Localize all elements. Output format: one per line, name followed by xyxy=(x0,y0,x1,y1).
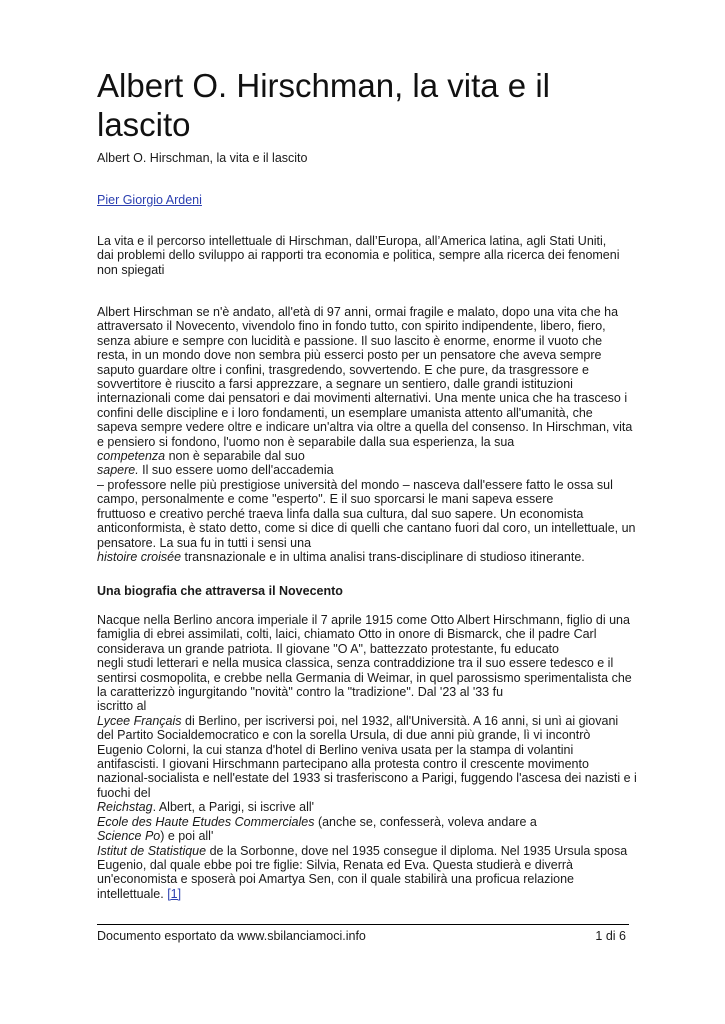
page-title: Albert O. Hirschman, la vita e il lascito xyxy=(97,67,550,143)
text-line: dai problemi dello sviluppo ai rapporti tra economia e politica, sempre alla ricerca dei fenomeni xyxy=(97,248,620,263)
text-line: Eugenio Colorni, la cui stanza d'hotel di Berlino veniva usata per la stampa di volantini xyxy=(97,742,574,757)
emphasis: Ecole des Haute Etudes Commerciales xyxy=(97,814,315,829)
text-line xyxy=(97,800,629,814)
emphasis: Lycee Français xyxy=(97,713,182,728)
emphasis: sapere. xyxy=(97,463,139,478)
text-line: iscritto al xyxy=(97,699,147,714)
text-line xyxy=(97,449,629,463)
intro-paragraph xyxy=(97,305,636,564)
text-line xyxy=(97,463,629,477)
text-line: sovvertitore è riuscito a farsi apprezzare, a segnare un sentiero, dalle grandi istituzioni xyxy=(97,377,573,392)
text-run: ) e poi all' xyxy=(160,829,214,844)
text-line: famiglia di ebrei assimilati, colti, laici, chiamato Otto in onore di Bismarck, che il padre Carl xyxy=(97,627,597,642)
section-heading: Una biografia che attraversa il Novecento xyxy=(97,584,343,598)
text-line: sapeva sempre vedere oltre e indicare un'altra via oltre a quella del consenso. In Hirschman, vita xyxy=(97,420,633,435)
text-line: senza abiure e sempre con lucidità e passione. Il suo lascito è enorme, enorme il vuoto che xyxy=(97,333,603,348)
bio-paragraph xyxy=(97,613,637,901)
emphasis: Istitut de Statistique xyxy=(97,843,207,858)
text-line: e pensiero si fondono, l'uomo non è separabile dalla sua esperienza, la sua xyxy=(97,434,515,449)
text-line: un'economista e sposerà poi Amartya Sen, con il quale stabilirà una proficua relazione xyxy=(97,872,574,887)
text-line: fruttuoso e creativo perché traeva linfa dalla sua cultura, dal suo sapere. Un economista xyxy=(97,506,584,521)
text-run: intellettuale. xyxy=(97,886,164,901)
text-line: fuochi del xyxy=(97,785,151,800)
text-line: pensatore. La sua fu in tutti i sensi una xyxy=(97,535,312,550)
footer-divider xyxy=(97,924,629,925)
text-line: del Partito Socialdemocratico e con la sorella Ursula, di due anni più grande, lì vi incontrò xyxy=(97,728,591,743)
text-line: saputo guardare oltre i confini, trasgredendo, sovvertendo. E che pure, da trasgressore e xyxy=(97,362,589,377)
text-line: Nacque nella Berlino ancora imperiale il 7 aprile 1915 come Otto Albert Hirschmann, figlio di una xyxy=(97,613,630,627)
footer-source: Documento esportato da www.sbilanciamoci.info xyxy=(97,929,366,943)
text-run: transnazionale e in ultima analisi trans-disciplinare di studioso itinerante. xyxy=(181,549,585,564)
text-line: non spiegati xyxy=(97,262,165,277)
text-line: campo, personalmente e come "esperto". E il suo sporcarsi le mani sapeva essere xyxy=(97,492,554,507)
text-line: internazionali come dai pensatori e dai movimenti alternativi. Una mente unica che ha trasceso i xyxy=(97,391,628,406)
emphasis: competenza xyxy=(97,449,166,464)
text-line xyxy=(97,815,629,829)
emphasis: histoire croisée xyxy=(97,549,182,564)
text-line: La vita e il percorso intellettuale di Hirschman, dall’Europa, all’America latina, agli Stati Uniti, xyxy=(97,234,607,248)
text-run: de la Sorbonne, dove nel 1935 consegue il diploma. Nel 1935 Ursula sposa xyxy=(206,843,628,858)
emphasis: Science Po xyxy=(97,829,161,844)
text-run: (anche se, confesserà, voleva andare a xyxy=(314,814,537,829)
text-line: la caratterizzò ingurgitando "novità" contro la "tradizione". Dal '23 al '33 fu xyxy=(97,685,504,700)
text-line: negli studi letterari e nella musica classica, senza contraddizione tra il suo essere tedesco e il xyxy=(97,656,614,671)
subtitle: Albert O. Hirschman, la vita e il lascito xyxy=(97,151,308,165)
text-line xyxy=(97,844,629,858)
text-line xyxy=(97,550,629,564)
text-line xyxy=(97,887,629,901)
text-line: Eugenio, dal quale ebbe poi tre figlie: Silvia, Renata ed Eva. Questa studierà e diverrà xyxy=(97,857,573,872)
footnote-link[interactable]: [1] xyxy=(167,886,182,901)
text-run: di Berlino, per iscriversi poi, nel 1932, all'Università. A 16 anni, si unì ai giovani xyxy=(181,713,619,728)
text-line: considerava un grande patriota. Il giovane "O A", battezzato protestante, fu educato xyxy=(97,641,559,656)
text-line: nazional-socialista e nell'estate del 1933 si trasferiscono a Parigi, fuggendo l'ascesa dei nazisti e i xyxy=(97,771,637,786)
text-line: resta, in un mondo dove non sembra più esserci posto per un pensatore che aveva sempre xyxy=(97,348,602,363)
page-number: 1 di 6 xyxy=(595,929,626,943)
text-line: antifascisti. I giovani Hirschmann partecipano alla protesta contro il crescente movimento xyxy=(97,757,589,772)
text-line: Albert Hirschman se n'è andato, all'età di 97 anni, ormai fragile e malato, dopo una vita che ha xyxy=(97,305,619,319)
lead-paragraph xyxy=(97,234,629,277)
text-run: . Albert, a Parigi, si iscrive all' xyxy=(152,800,315,815)
text-line xyxy=(97,829,629,843)
text-line: attraversato il Novecento, vivendolo fino in fondo tutto, con spirito indipendente, libero, fiero, xyxy=(97,319,606,334)
text-line: sentirsi cosmopolita, e crebbe nella Germania di Weimar, in quel parossismo sperimentalista che xyxy=(97,670,632,685)
text-line xyxy=(97,714,629,728)
emphasis: Reichstag xyxy=(97,800,153,815)
text-line: – professore nelle più prestigiose università del mondo – nasceva dall'essere fatto le ossa sul xyxy=(97,477,613,492)
text-line: anticonformista, è stato detto, come si dice di quelli che cantano fuori dal coro, un intellettuale, un xyxy=(97,521,636,536)
text-run: non è separabile dal suo xyxy=(165,449,305,464)
author-link[interactable]: Pier Giorgio Ardeni xyxy=(97,193,202,207)
text-run: Il suo essere uomo dell'accademia xyxy=(138,463,334,478)
text-line: confini delle discipline e i loro fondamenti, un esemplare umanista attento all'umanità, che xyxy=(97,405,593,420)
